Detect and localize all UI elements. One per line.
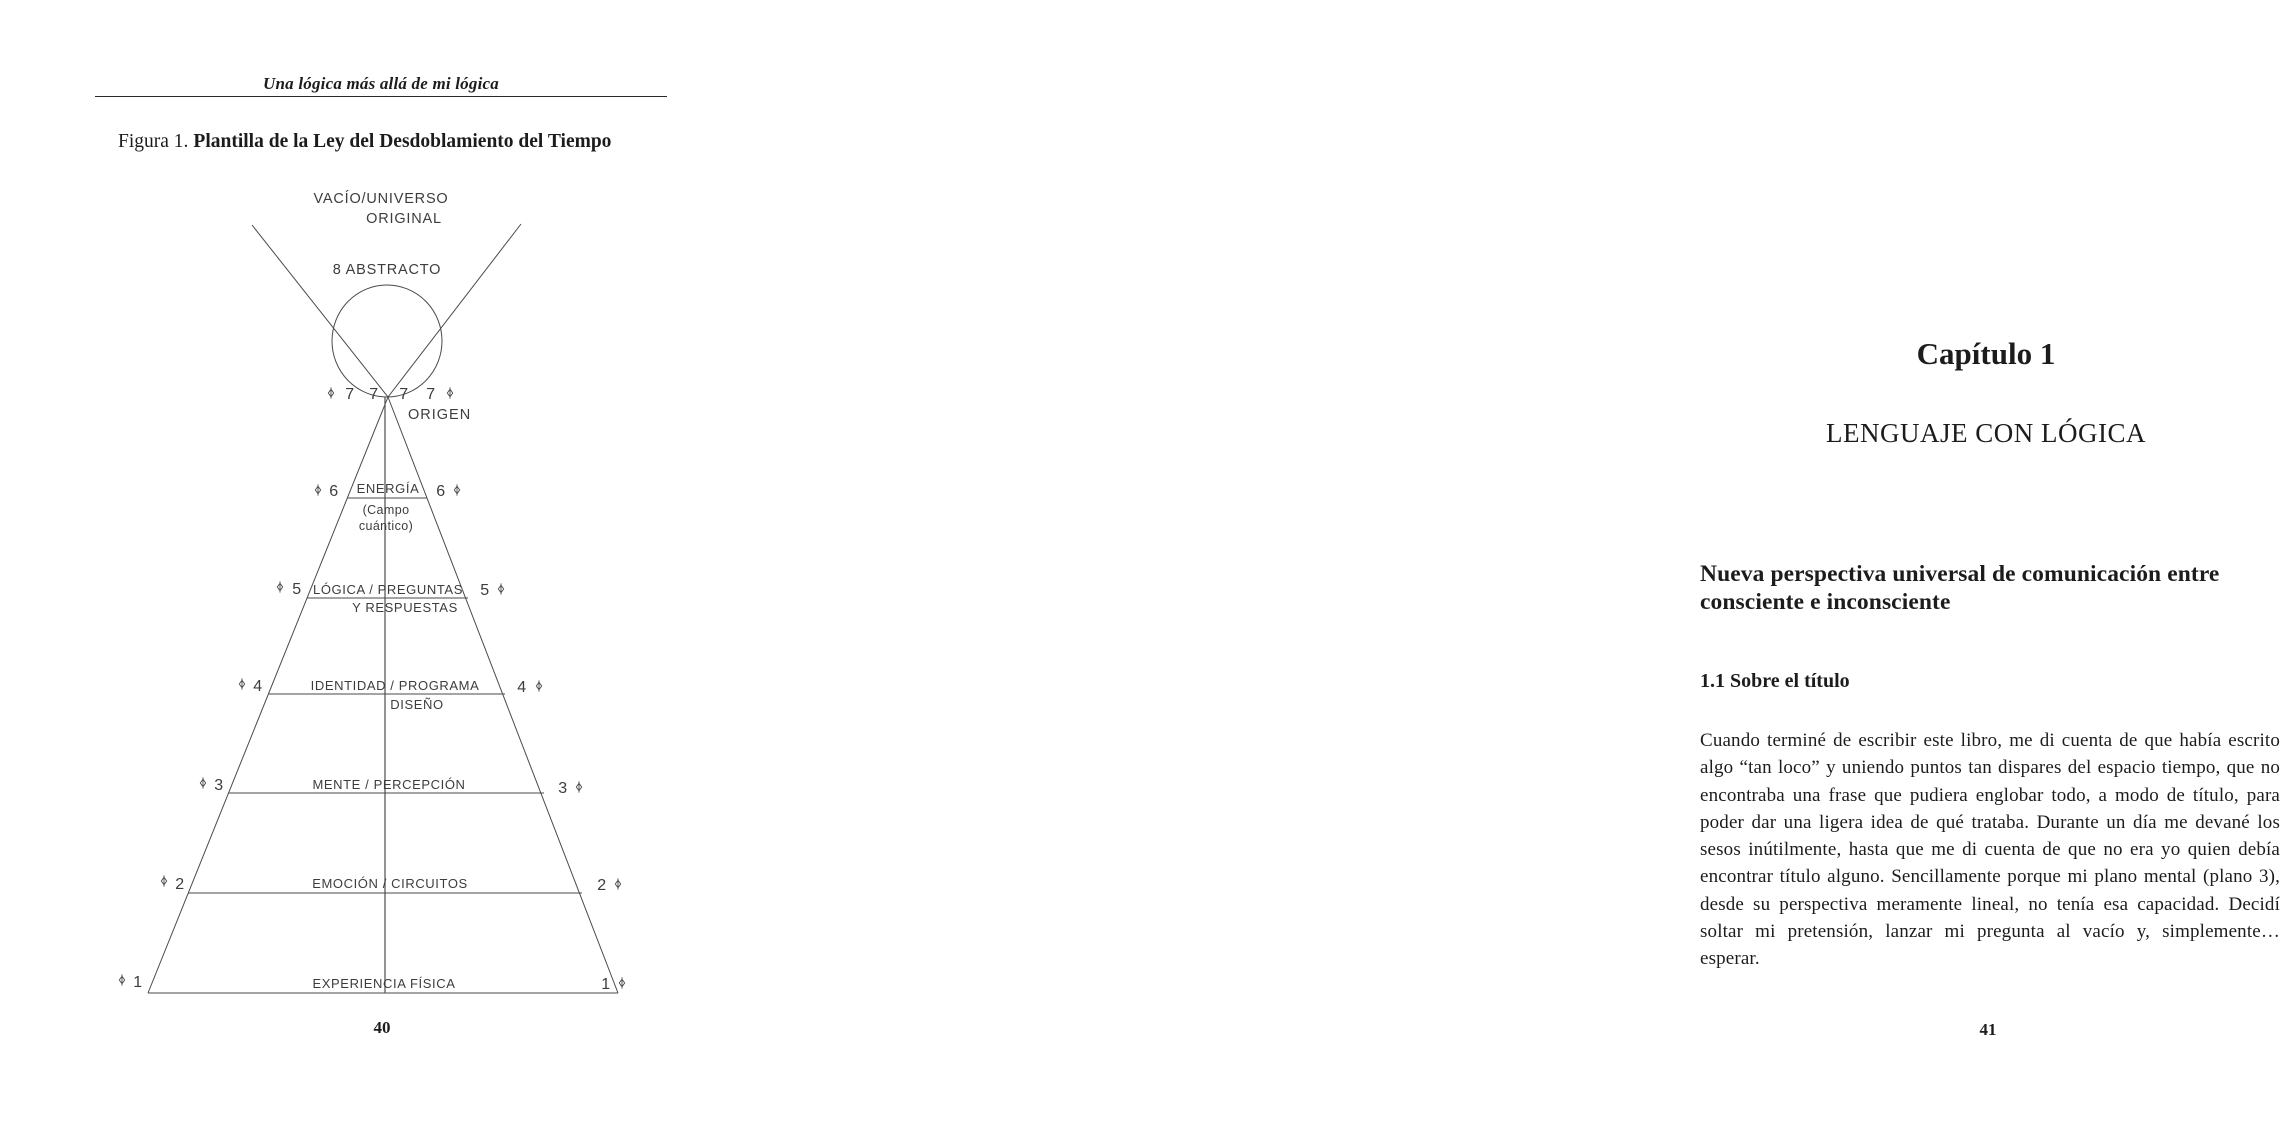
level1-num-left: 1 [133, 974, 143, 991]
origin-seven-3: 7 [399, 386, 409, 403]
diamond-phi-icon [615, 878, 620, 889]
level4-label: IDENTIDAD / PROGRAMA [310, 678, 480, 693]
page-number-right: 41 [1979, 1020, 1997, 1039]
abstract-level-label: 8 ABSTRACTO [332, 262, 442, 278]
level6-sub1: (Campo [362, 503, 410, 517]
page-number-left: 40 [373, 1018, 391, 1037]
subsection-heading: 1.1 Sobre el título [1700, 670, 1850, 692]
funnel-line-right [388, 224, 521, 397]
left-page [0, 0, 800, 1135]
figure-caption-title: Plantilla de la Ley del Desdoblamiento del Tiempo [193, 131, 612, 152]
diamond-phi-icon [536, 680, 541, 691]
origin-label: ORIGEN [408, 407, 472, 423]
running-header: Una lógica más allá de mi lógica [263, 74, 499, 93]
level6-num-left: 6 [329, 483, 339, 500]
level2-label: EMOCIÓN / CIRCUITOS [312, 876, 468, 891]
abstract-circle [332, 285, 442, 397]
level5-num-right: 5 [480, 582, 490, 599]
level6-label: ENERGÍA [356, 481, 420, 496]
header-rule [95, 96, 667, 97]
level5-label: LÓGICA / PREGUNTAS [313, 582, 463, 597]
level1-label: EXPERIENCIA FÍSICA [312, 976, 456, 991]
figure-caption-prefix: Figura 1. [118, 131, 189, 152]
origin-seven-2: 7 [369, 386, 379, 403]
chapter-subtitle: LENGUAJE CON LÓGICA [1826, 418, 2146, 448]
time-doubling-diagram [90, 160, 690, 1030]
level5-sub1: Y RESPUESTAS [352, 600, 458, 615]
diamond-phi-icon [454, 484, 459, 495]
void-universe-label-line1: VACÍO/UNIVERSO [313, 191, 449, 207]
level5-num-left: 5 [292, 581, 302, 598]
diamond-phi-icon [619, 977, 624, 988]
level4-sub1: DISEÑO [390, 697, 444, 712]
origin-seven-1: 7 [345, 386, 355, 403]
level6-sub2: cuántico) [358, 519, 414, 533]
diamond-phi-icon [498, 583, 503, 594]
section-heading: Nueva perspectiva universal de comunicación entre consciente e inconsciente [1700, 561, 2220, 615]
diamond-phi-icon [200, 777, 205, 788]
diamond-phi-icon [239, 678, 244, 689]
diamond-phi-icon [161, 875, 166, 886]
level3-label: MENTE / PERCEPCIÓN [312, 777, 466, 792]
body-paragraph: Cuando terminé de escribir este libro, me di cuenta de que había escrito algo “tan loco” y uniendo puntos tan dispares del espacio tiempo, que no encontraba una frase que pudiera englobar todo, a modo de título, para poder dar una ligera idea de qué trataba. Durante un día me devané los sesos inútilmente, hasta que me di cuenta de que no era yo quien debía encontrar título alguno. Sencillamente porque mi plano mental (plano 3), desde su perspectiva meramente lineal, no tenía esa capacidad. Decidí soltar mi pretensión, lanzar mi pregunta al vacío y, simplemente… esperar. [1700, 730, 2280, 970]
diamond-phi-icon [277, 581, 282, 592]
diamond-phi-icon [576, 781, 581, 792]
level6-num-right: 6 [436, 483, 446, 500]
level4-num-left: 4 [253, 678, 263, 695]
level4-num-right: 4 [517, 679, 527, 696]
triangle-left-edge [148, 397, 388, 993]
void-universe-label-line2: ORIGINAL [366, 211, 442, 227]
diamond-phi-icon [447, 387, 452, 398]
triangle-right-edge [388, 397, 618, 993]
level3-num-left: 3 [214, 777, 224, 794]
level2-num-right: 2 [597, 877, 607, 894]
right-page [800, 0, 2280, 1135]
level3-num-right: 3 [558, 780, 568, 797]
diamond-phi-icon [119, 974, 124, 985]
figure-caption [118, 131, 718, 153]
funnel-line-left [252, 225, 388, 397]
chapter-title: Capítulo 1 [1916, 336, 2056, 371]
level1-num-right: 1 [601, 976, 611, 993]
level2-num-left: 2 [175, 876, 185, 893]
diamond-phi-icon [328, 387, 333, 398]
origin-seven-4: 7 [426, 386, 436, 403]
diamond-phi-icon [315, 484, 320, 495]
